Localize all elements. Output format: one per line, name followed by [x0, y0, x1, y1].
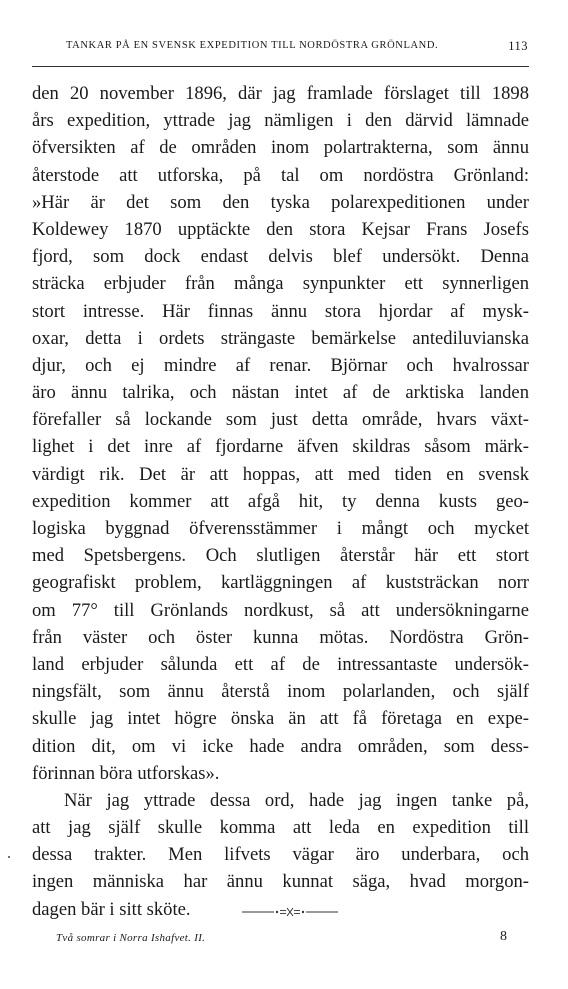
text-line: skulle jag intet högre önska än att få företaga en expe- [32, 708, 529, 730]
text-line: förefaller så lockande som just detta område, hvars växt- [32, 409, 529, 431]
body-text [32, 80, 529, 923]
section-end-ornament [240, 906, 340, 918]
text-line: land erbjuder sålunda ett af de intressantaste undersök- [32, 653, 529, 675]
text-line: lighet i det inre af fjordarne äfven skildras såsom märk- [32, 436, 529, 458]
header-rule [32, 66, 529, 67]
text-line: från väster och öster kunna mötas. Nordöstra Grön- [32, 626, 529, 648]
text-line: den 20 november 1896, där jag framlade förslaget till 1898 [32, 83, 529, 104]
text-line: »Här är det som den tyska polarexpeditionen under [32, 191, 529, 213]
paragraph-end-line: dagen bär i sitt sköte. [32, 898, 191, 920]
text-line: öfversikten af de områden inom polartrakterna, som ännu [32, 137, 529, 159]
page-number: 113 [508, 39, 528, 53]
text-line: dessa trakter. Men lifvets vägar äro underbara, och [32, 844, 529, 866]
text-line: fjord, som dock endast delvis blef undersökt. Denna [32, 246, 529, 268]
text-line: ningsfält, som ännu återstå inom polarlanden, och själf [32, 681, 529, 703]
signature-mark: Två somrar i Norra Ishafvet. II. [56, 932, 206, 944]
paragraph-end-line: förinnan böra utforskas». [32, 762, 220, 784]
text-line: logiska byggnad öfverensstämmer i mångt och mycket [32, 518, 529, 539]
text-line: värdigt rik. Det är att hoppas, att med tiden en svensk [32, 463, 529, 485]
text-line: sträcka erbjuder från många synpunkter ett synnerligen [32, 273, 529, 295]
text-line: års expedition, yttrade jag nämligen i den därvid lämnade [32, 110, 529, 132]
text-line: att jag själf skulle komma att leda en expedition till [32, 817, 529, 839]
margin-speck [8, 856, 10, 858]
running-head [32, 40, 532, 58]
text-line: expedition kommer att afgå hit, ty denna kusts geo- [32, 490, 529, 512]
text-line: om 77° till Grönlands nordkust, så att undersökningarne [32, 599, 529, 621]
text-line: ingen människa har ännu kunnat säga, hvad morgon- [32, 871, 529, 893]
text-line: dition dit, om vi icke hade andra områden, som dess- [32, 735, 529, 757]
text-line: äro ännu talrika, och nästan intet af de arktiska landen [32, 382, 529, 404]
running-title: TANKAR PÅ EN SVENSK EXPEDITION TILL NORDÖSTRA GRÖNLAND. [66, 40, 439, 51]
text-line: djur, och ej mindre af renar. Björnar och hvalrossar [32, 354, 529, 376]
text-line: med Spetsbergens. Och slutligen återstår här ett stort [32, 545, 529, 567]
text-line: återstode att utforska, på tal om nordöstra Grönland: [32, 164, 529, 186]
text-line: oxar, detta i ordets strängaste bemärkelse antediluvianska [32, 327, 529, 349]
paragraph-start-line: När jag yttrade dessa ord, hade jag ingen tanke på, [64, 789, 529, 811]
text-line: stort intresse. Här finnas ännu stora hjordar af mysk- [32, 300, 529, 322]
text-line: geografiskt problem, kartläggningen af kuststräckan norr [32, 572, 529, 594]
signature-number: 8 [500, 929, 507, 944]
text-line: Koldewey 1870 upptäckte den stora Kejsar Frans Josefs [32, 218, 529, 240]
